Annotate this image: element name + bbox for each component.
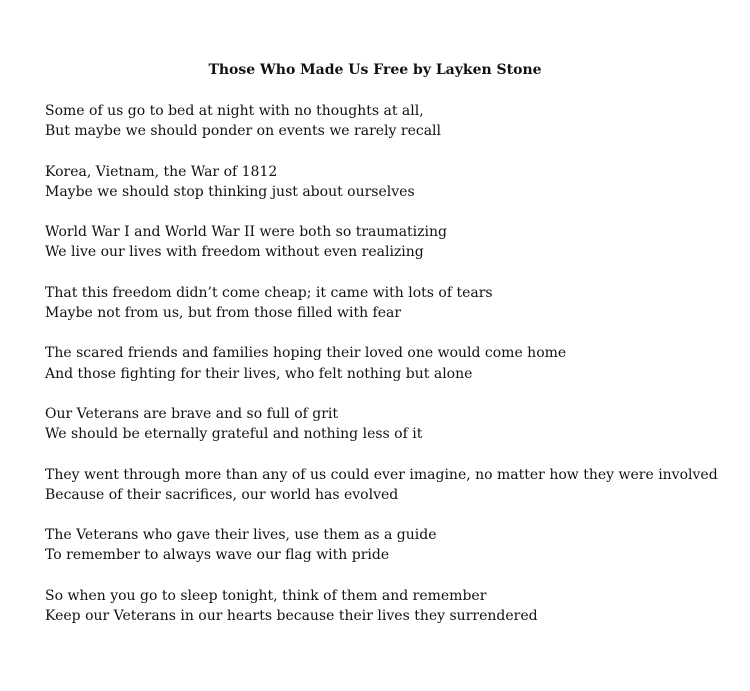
stanza-1: [45, 101, 735, 142]
stanza-9: [45, 586, 735, 627]
poem-line: We should be eternally grateful and nothing less of it: [45, 426, 423, 443]
poem-line: Maybe we should stop thinking just about ourselves: [45, 183, 415, 200]
poem-line: And those fighting for their lives, who felt nothing but alone: [45, 365, 473, 382]
stanza-6: [45, 404, 735, 445]
stanza-3: [45, 222, 735, 263]
stanza-5: [45, 343, 735, 384]
stanza-7: [45, 465, 735, 506]
poem-line: The Veterans who gave their lives, use them as a guide: [45, 527, 437, 544]
poem-line: So when you go to sleep tonight, think of them and remember: [45, 587, 487, 604]
poem-line: Keep our Veterans in our hearts because their lives they surrendered: [45, 608, 538, 625]
stanza-2: [45, 162, 735, 203]
poem-line: Because of their sacrifices, our world has evolved: [45, 486, 399, 503]
poem-title: Those Who Made Us Free by Layken Stone: [208, 62, 542, 78]
poem-line: Korea, Vietnam, the War of 1812: [45, 163, 278, 180]
poem-line: To remember to always wave our flag with pride: [45, 547, 390, 564]
poem-line: Our Veterans are brave and so full of grit: [45, 405, 339, 422]
poem-line: Some of us go to bed at night with no thoughts at all,: [45, 103, 424, 119]
poem-line: They went through more than any of us could ever imagine, no matter how they were involved: [45, 466, 718, 483]
stanza-8: [45, 525, 735, 566]
poem-line: But maybe we should ponder on events we rarely recall: [45, 123, 442, 140]
poem-line: The scared friends and families hoping their loved one would come home: [45, 345, 567, 362]
poem-line: We live our lives with freedom without even realizing: [45, 244, 424, 261]
stanza-4: [45, 283, 735, 324]
poem-line: World War I and World War II were both so traumatizing: [45, 224, 447, 241]
poem-body: [45, 101, 735, 646]
poem-line: That this freedom didn’t come cheap; it came with lots of tears: [45, 284, 493, 301]
poem-line: Maybe not from us, but from those filled with fear: [45, 305, 402, 322]
